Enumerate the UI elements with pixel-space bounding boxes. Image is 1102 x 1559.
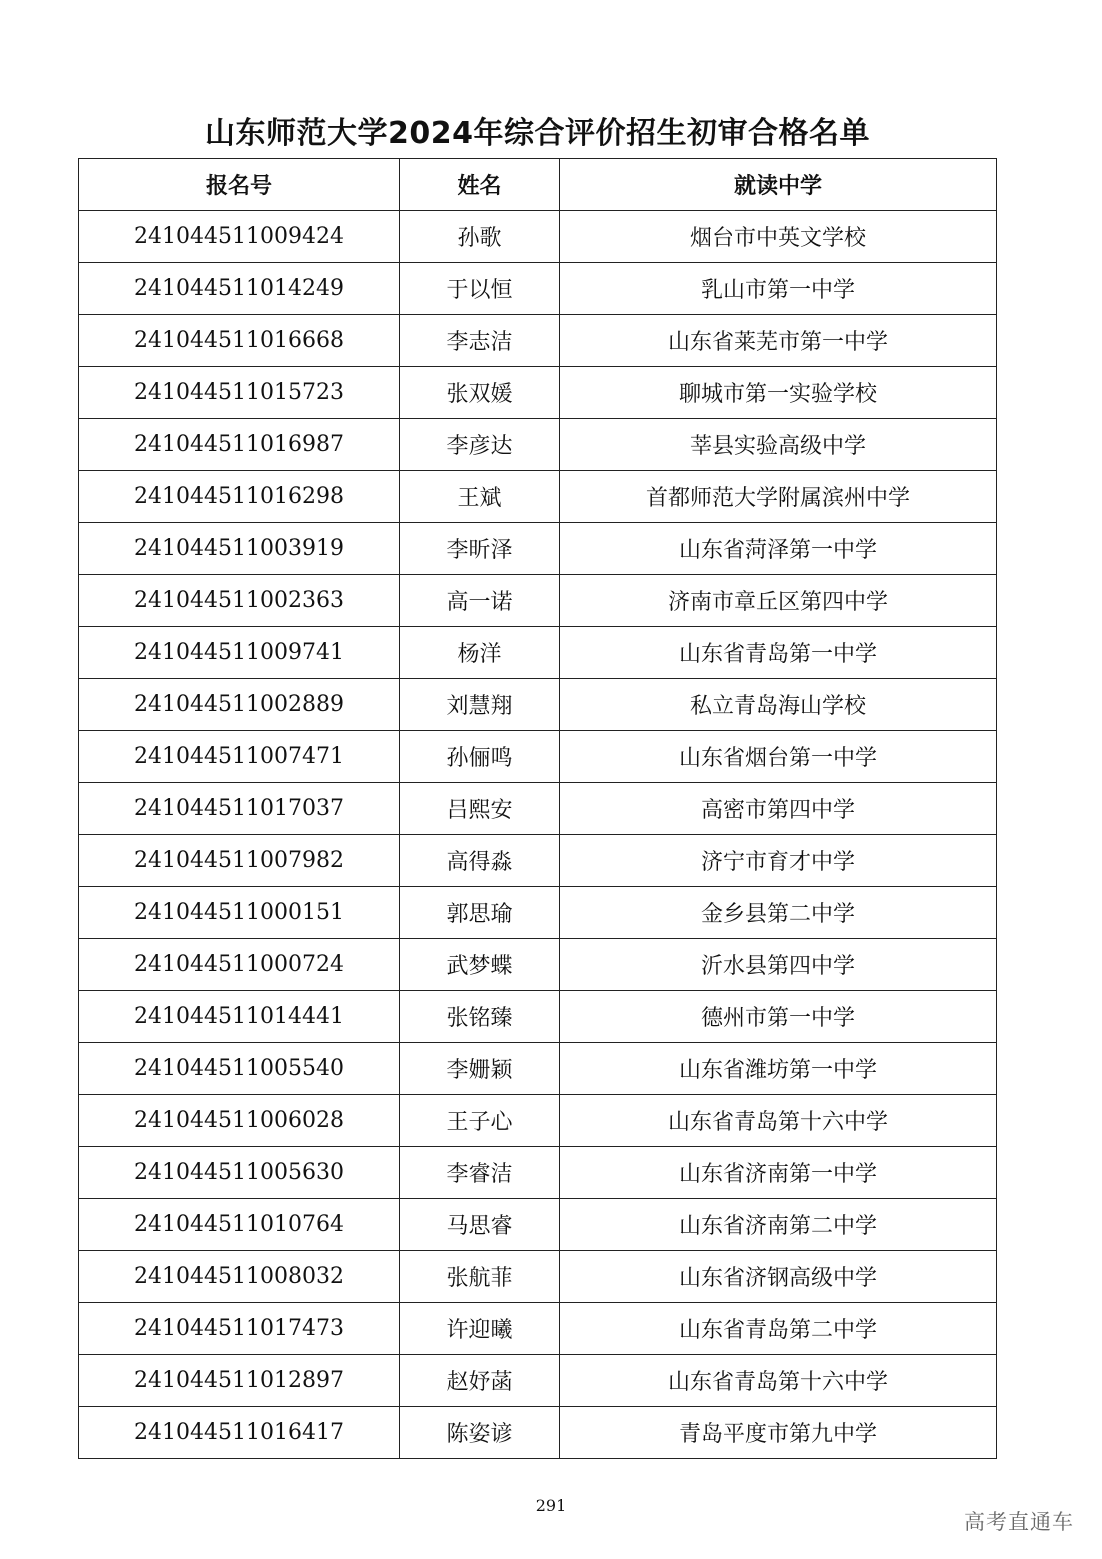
student-name-cell: 吕熙安 [400, 783, 560, 835]
student-name-cell: 王斌 [400, 471, 560, 523]
table-row [79, 835, 997, 887]
table-row [79, 783, 997, 835]
table-header [79, 159, 997, 211]
table-row [79, 211, 997, 263]
admission-list-table [78, 158, 997, 1459]
school-name-cell: 莘县实验高级中学 [560, 419, 997, 471]
registration-number-cell: 241044511016668 [79, 315, 400, 367]
table-row [79, 1199, 997, 1251]
school-name-cell: 首都师范大学附属滨州中学 [560, 471, 997, 523]
student-name-cell: 孙歌 [400, 211, 560, 263]
table-row [79, 939, 997, 991]
table-row [79, 471, 997, 523]
student-name-cell: 武梦蝶 [400, 939, 560, 991]
page-number: 291 [535, 1496, 567, 1515]
registration-number-cell: 241044511012897 [79, 1355, 400, 1407]
school-name-cell: 山东省济南第一中学 [560, 1147, 997, 1199]
header-school: 就读中学 [560, 159, 997, 211]
student-name-cell: 杨洋 [400, 627, 560, 679]
student-name-cell: 张航菲 [400, 1251, 560, 1303]
student-name-cell: 孙俪鸣 [400, 731, 560, 783]
school-name-cell: 山东省莱芜市第一中学 [560, 315, 997, 367]
table-row [79, 1355, 997, 1407]
school-name-cell: 聊城市第一实验学校 [560, 367, 997, 419]
table-row [79, 1303, 997, 1355]
school-name-cell: 山东省济钢高级中学 [560, 1251, 997, 1303]
table-row [79, 1407, 997, 1459]
table-row [79, 1095, 997, 1147]
registration-number-cell: 241044511016417 [79, 1407, 400, 1459]
school-name-cell: 山东省青岛第十六中学 [560, 1095, 997, 1147]
school-name-cell: 金乡县第二中学 [560, 887, 997, 939]
school-name-cell: 乳山市第一中学 [560, 263, 997, 315]
registration-number-cell: 241044511016298 [79, 471, 400, 523]
table-row [79, 419, 997, 471]
student-name-cell: 马思睿 [400, 1199, 560, 1251]
registration-number-cell: 241044511017037 [79, 783, 400, 835]
student-name-cell: 许迎曦 [400, 1303, 560, 1355]
registration-number-cell: 241044511015723 [79, 367, 400, 419]
table-row [79, 315, 997, 367]
school-name-cell: 山东省青岛第十六中学 [560, 1355, 997, 1407]
student-name-cell: 刘慧翔 [400, 679, 560, 731]
table-row [79, 991, 997, 1043]
registration-number-cell: 241044511002889 [79, 679, 400, 731]
registration-number-cell: 241044511014249 [79, 263, 400, 315]
table-row [79, 887, 997, 939]
registration-number-cell: 241044511016987 [79, 419, 400, 471]
student-name-cell: 陈姿谚 [400, 1407, 560, 1459]
school-name-cell: 济南市章丘区第四中学 [560, 575, 997, 627]
student-name-cell: 张双媛 [400, 367, 560, 419]
table-row [79, 523, 997, 575]
student-name-cell: 郭思瑜 [400, 887, 560, 939]
registration-number-cell: 241044511009424 [79, 211, 400, 263]
registration-number-cell: 241044511005540 [79, 1043, 400, 1095]
registration-number-cell: 241044511005630 [79, 1147, 400, 1199]
school-name-cell: 德州市第一中学 [560, 991, 997, 1043]
watermark-text: 高考直通车 [964, 1510, 1074, 1534]
school-name-cell: 高密市第四中学 [560, 783, 997, 835]
table-row [79, 731, 997, 783]
student-name-cell: 李睿洁 [400, 1147, 560, 1199]
school-name-cell: 山东省潍坊第一中学 [560, 1043, 997, 1095]
table-row [79, 627, 997, 679]
table-row [79, 1043, 997, 1095]
table-row [79, 1251, 997, 1303]
table-body [79, 211, 997, 1459]
student-name-cell: 赵妤菡 [400, 1355, 560, 1407]
student-name-cell: 李志洁 [400, 315, 560, 367]
registration-number-cell: 241044511008032 [79, 1251, 400, 1303]
student-name-cell: 李彦达 [400, 419, 560, 471]
school-name-cell: 烟台市中英文学校 [560, 211, 997, 263]
table-row [79, 1147, 997, 1199]
student-name-cell: 于以恒 [400, 263, 560, 315]
registration-number-cell: 241044511003919 [79, 523, 400, 575]
registration-number-cell: 241044511010764 [79, 1199, 400, 1251]
student-name-cell: 李昕泽 [400, 523, 560, 575]
school-name-cell: 山东省菏泽第一中学 [560, 523, 997, 575]
document-title: 山东师范大学2024年综合评价招生初审合格名单 [205, 116, 870, 151]
table-row [79, 367, 997, 419]
school-name-cell: 山东省济南第二中学 [560, 1199, 997, 1251]
school-name-cell: 山东省青岛第一中学 [560, 627, 997, 679]
school-name-cell: 沂水县第四中学 [560, 939, 997, 991]
registration-number-cell: 241044511009741 [79, 627, 400, 679]
student-name-cell: 高得淼 [400, 835, 560, 887]
school-name-cell: 山东省烟台第一中学 [560, 731, 997, 783]
school-name-cell: 私立青岛海山学校 [560, 679, 997, 731]
student-name-cell: 高一诺 [400, 575, 560, 627]
header-registration-number: 报名号 [79, 159, 400, 211]
header-name: 姓名 [400, 159, 560, 211]
student-name-cell: 王子心 [400, 1095, 560, 1147]
registration-number-cell: 241044511017473 [79, 1303, 400, 1355]
table-row [79, 679, 997, 731]
school-name-cell: 青岛平度市第九中学 [560, 1407, 997, 1459]
registration-number-cell: 241044511000151 [79, 887, 400, 939]
registration-number-cell: 241044511006028 [79, 1095, 400, 1147]
school-name-cell: 济宁市育才中学 [560, 835, 997, 887]
table-row [79, 575, 997, 627]
student-name-cell: 李姗颖 [400, 1043, 560, 1095]
registration-number-cell: 241044511007471 [79, 731, 400, 783]
header-row [79, 159, 997, 211]
school-name-cell: 山东省青岛第二中学 [560, 1303, 997, 1355]
registration-number-cell: 241044511000724 [79, 939, 400, 991]
table-row [79, 263, 997, 315]
student-name-cell: 张铭臻 [400, 991, 560, 1043]
registration-number-cell: 241044511007982 [79, 835, 400, 887]
registration-number-cell: 241044511014441 [79, 991, 400, 1043]
registration-number-cell: 241044511002363 [79, 575, 400, 627]
